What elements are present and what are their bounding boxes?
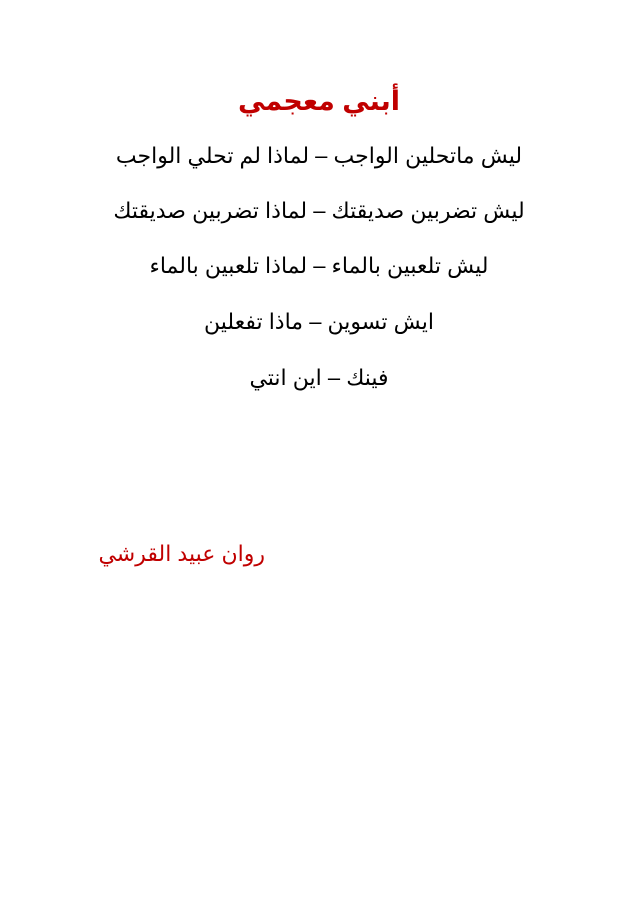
author-name: روان عبيد القرشي xyxy=(98,541,265,566)
text-line-3: ليش تلعبين بالماء – لماذا تلعبين بالماء xyxy=(149,253,489,278)
text-line-2: ليش تضربين صديقتك – لماذا تضربين صديقتك xyxy=(113,198,525,223)
document-title: أبني معجمي xyxy=(237,86,401,116)
text-line-1: ليش ماتحلين الواجب – لماذا لم تحلي الواجب xyxy=(115,143,523,168)
text-line-4: ايش تسوين – ماذا تفعلين xyxy=(204,309,434,334)
text-line-5: فينك – اين انتي xyxy=(249,365,389,390)
